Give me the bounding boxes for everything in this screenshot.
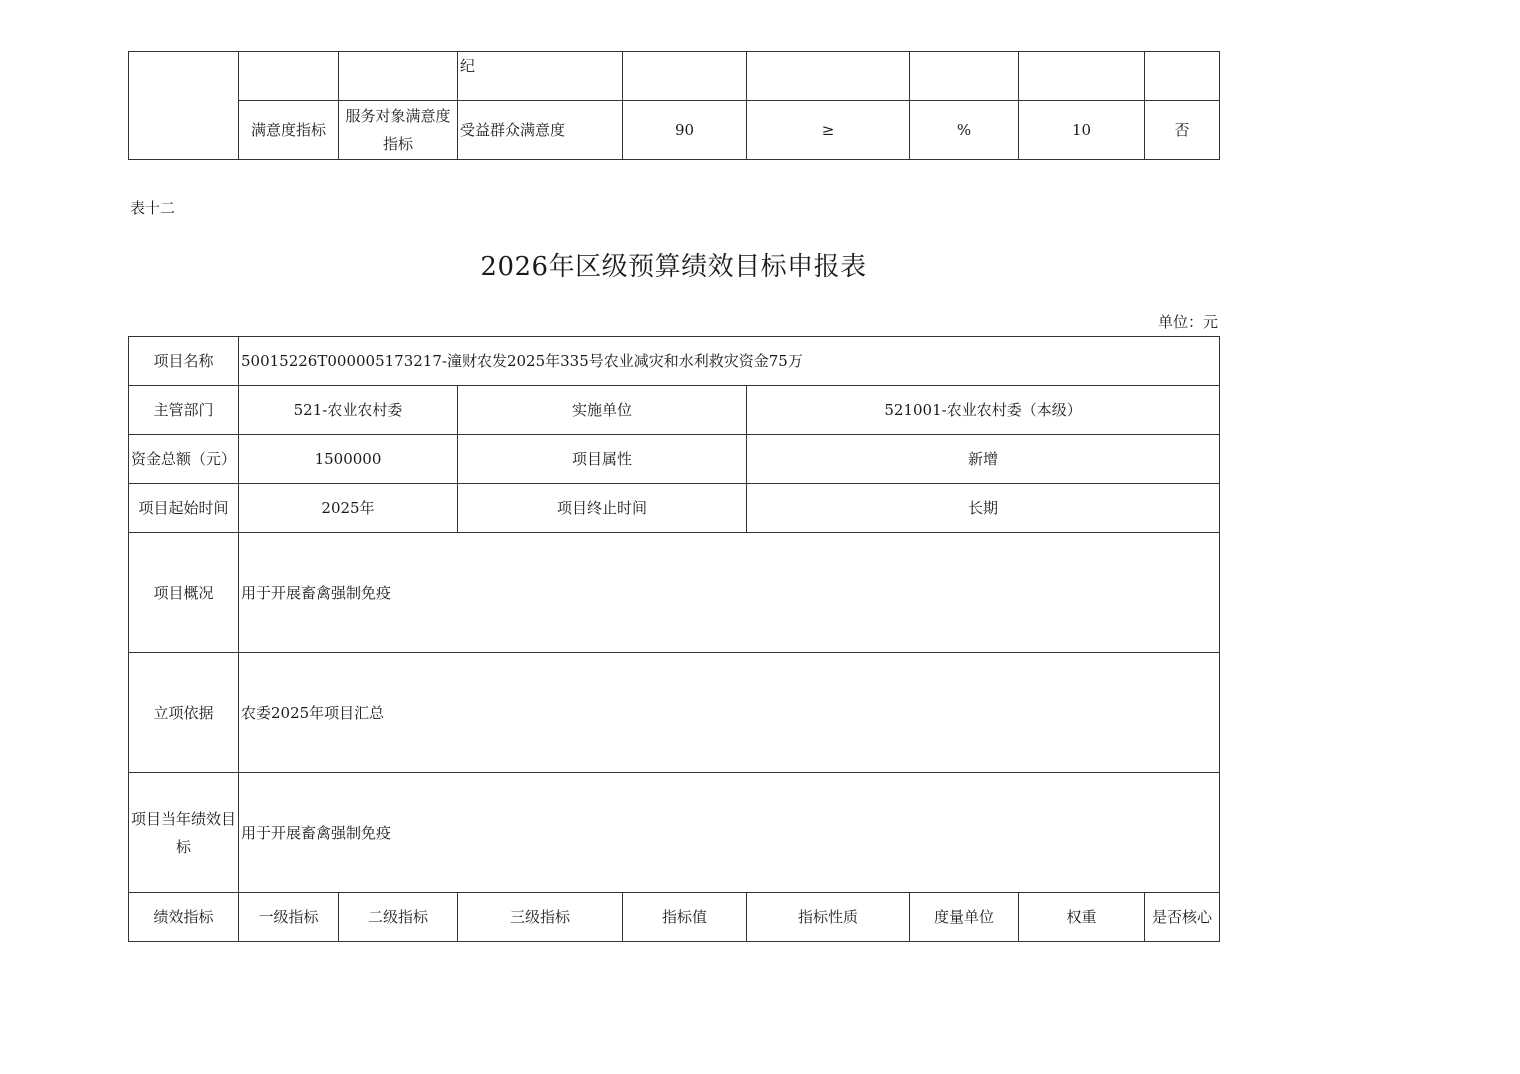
continuation-table: [128, 51, 1220, 160]
table-row: [129, 653, 1220, 773]
indicator-weight: 10: [1019, 101, 1145, 160]
goal-label: 项目当年绩效目标: [129, 773, 239, 893]
unit-label: 单位：元: [1157, 313, 1218, 331]
table-row: [129, 101, 1220, 160]
cell-empty: [1019, 52, 1145, 101]
start-time-value: 2025年: [239, 484, 458, 533]
budget-form-table: [128, 336, 1220, 942]
indicator-unit: %: [910, 101, 1019, 160]
indicator-value: 90: [623, 101, 747, 160]
cell-empty: [747, 52, 910, 101]
weight-header: 权重: [1019, 893, 1145, 942]
cell-empty: [339, 52, 458, 101]
indicator-section-label: 绩效指标: [129, 893, 239, 942]
level3-indicator: 受益群众满意度: [458, 101, 623, 160]
overview-value: 用于开展畜禽强制免疫: [239, 533, 1220, 653]
level2-header: 二级指标: [339, 893, 458, 942]
table-row: [129, 386, 1220, 435]
overview-label: 项目概况: [129, 533, 239, 653]
attribute-label: 项目属性: [458, 435, 747, 484]
unit-header: 度量单位: [910, 893, 1019, 942]
project-name-value: 50015226T000005173217-潼财农发2025年335号农业减灾和水利救灾资金75万: [239, 337, 1220, 386]
total-funds-value: 1500000: [239, 435, 458, 484]
table-row: [129, 52, 1220, 101]
level1-header: 一级指标: [239, 893, 339, 942]
goal-value: 用于开展畜禽强制免疫: [239, 773, 1220, 893]
basis-label: 立项依据: [129, 653, 239, 773]
table-row: [129, 533, 1220, 653]
indicator-is-core: 否: [1145, 101, 1220, 160]
basis-value: 农委2025年项目汇总: [239, 653, 1220, 773]
tertiary-indicator-fragment: 纪: [458, 52, 623, 101]
table-row: [129, 773, 1220, 893]
page-title: 2026年区级预算绩效目标申报表: [480, 252, 867, 282]
end-time-value: 长期: [747, 484, 1220, 533]
department-label: 主管部门: [129, 386, 239, 435]
attribute-value: 新增: [747, 435, 1220, 484]
level2-indicator: 服务对象满意度指标: [339, 101, 458, 160]
level1-indicator: 满意度指标: [239, 101, 339, 160]
sheet-number: 表十二: [130, 199, 176, 217]
table-row: [129, 337, 1220, 386]
value-header: 指标值: [623, 893, 747, 942]
project-name-label: 项目名称: [129, 337, 239, 386]
total-funds-label: 资金总额（元）: [129, 435, 239, 484]
cell-empty: [239, 52, 339, 101]
implementer-label: 实施单位: [458, 386, 747, 435]
start-time-label: 项目起始时间: [129, 484, 239, 533]
nature-header: 指标性质: [747, 893, 910, 942]
cell-empty: [623, 52, 747, 101]
end-time-label: 项目终止时间: [458, 484, 747, 533]
is-core-header: 是否核心: [1145, 893, 1220, 942]
level3-header: 三级指标: [458, 893, 623, 942]
table-row: [129, 484, 1220, 533]
table-row: [129, 435, 1220, 484]
section-cell-empty: [129, 52, 239, 160]
cell-empty: [910, 52, 1019, 101]
indicator-header-row: [129, 893, 1220, 942]
cell-empty: [1145, 52, 1220, 101]
implementer-value: 521001-农业农村委（本级）: [747, 386, 1220, 435]
indicator-nature: ≥: [747, 101, 910, 160]
department-value: 521-农业农村委: [239, 386, 458, 435]
